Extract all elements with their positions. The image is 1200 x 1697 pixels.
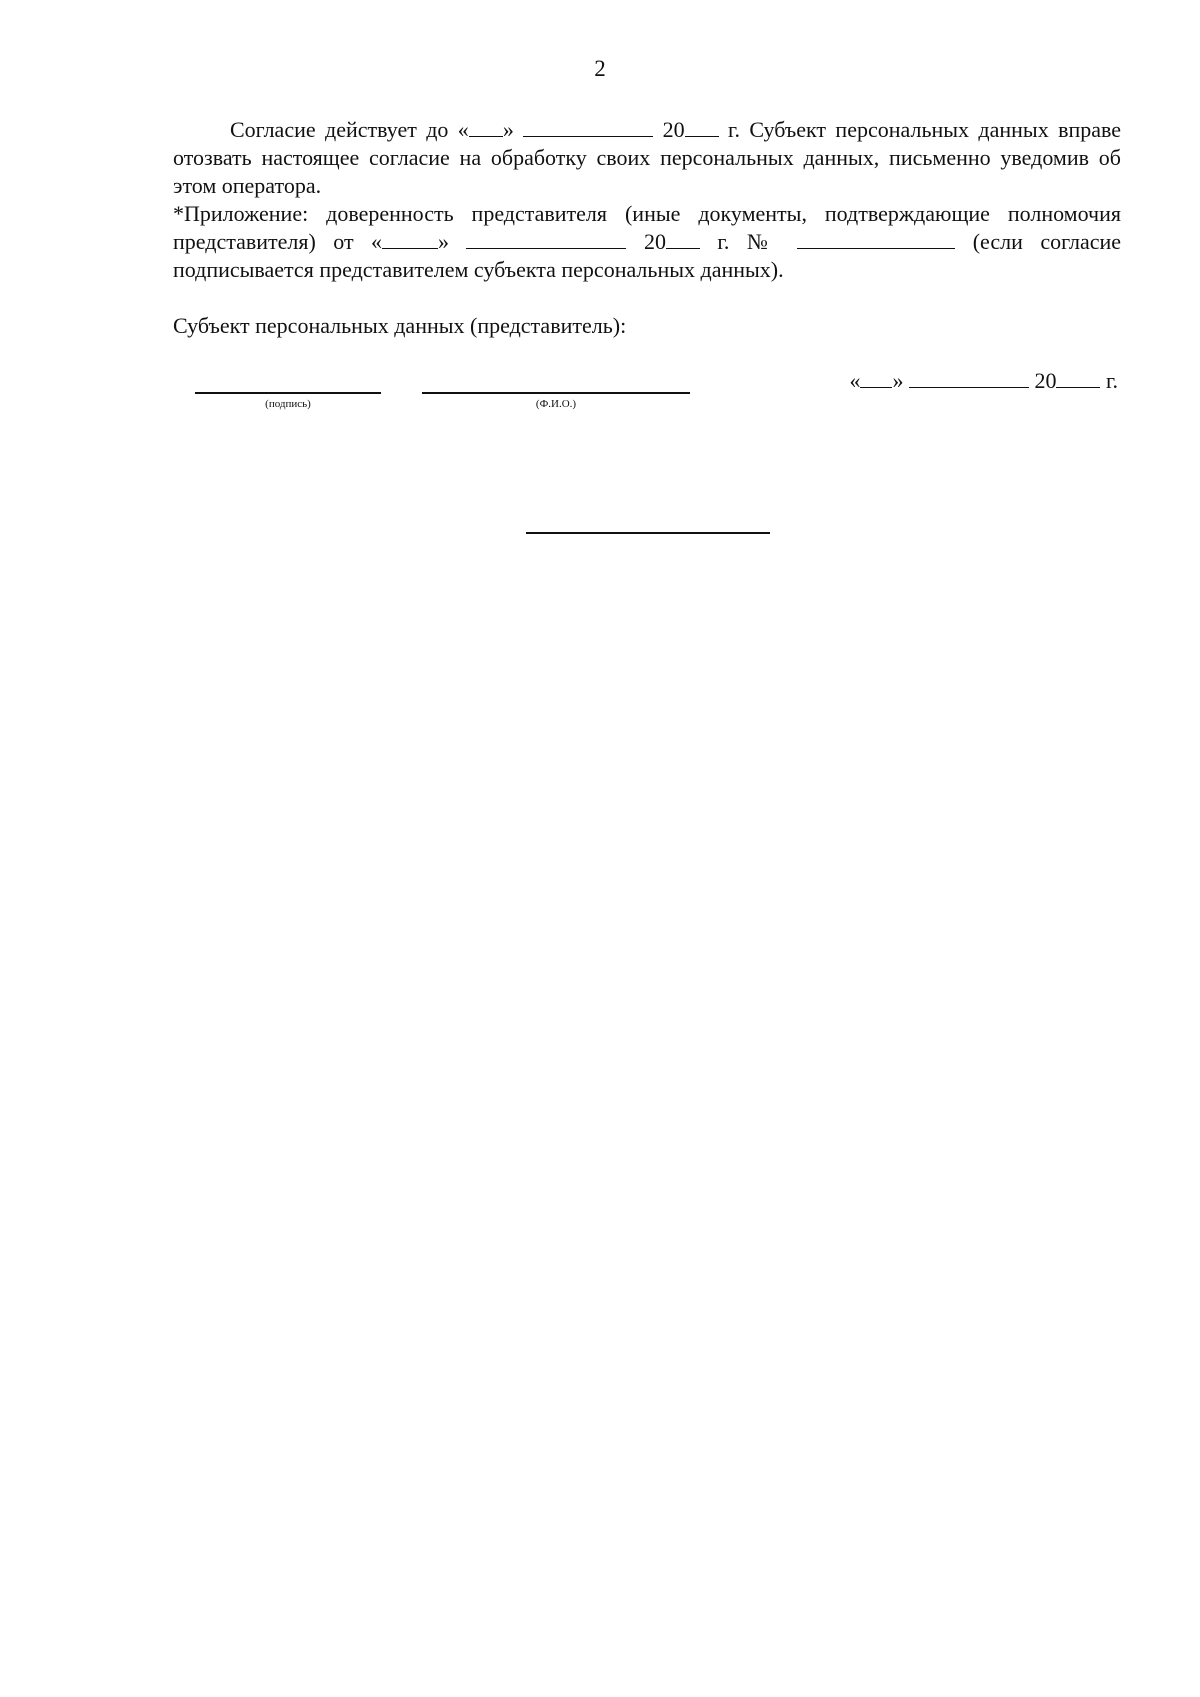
- full-name-line: [422, 392, 690, 394]
- attachment-year-prefix: 20: [643, 229, 666, 254]
- full-name-caption: (Ф.И.О.): [535, 398, 577, 410]
- consent-paragraph: [173, 116, 1121, 200]
- consent-month-blank: [523, 118, 653, 137]
- attachment-text-end: (если согласие подписывается представителем субъекта персональных данных).: [173, 229, 1122, 282]
- attachment-year-blank: [666, 230, 700, 249]
- date-day-blank: [860, 367, 892, 388]
- date-year-blank: [1056, 367, 1100, 388]
- consent-quote-close: »: [502, 117, 514, 142]
- end-of-document-rule: [526, 532, 770, 534]
- consent-text-end: г. Субъект персональных данных вправе отозвать настоящее согласие на обработку своих персональных данных, письменно уведомив об этом оператора.: [173, 117, 1122, 198]
- date-suffix: г.: [1105, 368, 1118, 393]
- attachment-text-start: *Приложение: доверенность представителя (иные документы, подтверждающие полномочия представителя) от «: [173, 201, 1121, 254]
- consent-year-blank: [685, 118, 719, 137]
- attachment-number-blank: [797, 230, 955, 249]
- document-body: [173, 116, 1121, 340]
- date-quote-open: «: [849, 368, 861, 393]
- consent-day-blank: [469, 118, 503, 137]
- consent-text-start: Согласие действует до «: [230, 117, 469, 142]
- attachment-day-blank: [382, 230, 438, 249]
- date-quote-close: »: [892, 368, 904, 393]
- attachment-quote-close: »: [438, 229, 450, 254]
- date-year-prefix: 20: [1034, 368, 1057, 393]
- subject-label: Субъект персональных данных (представитель):: [173, 313, 627, 338]
- signature-caption: (подпись): [265, 398, 311, 410]
- signature-line: [195, 392, 381, 394]
- page-number: 2: [594, 56, 606, 81]
- signature-date: [849, 367, 1118, 394]
- attachment-paragraph: [173, 200, 1121, 284]
- consent-year-prefix: 20: [662, 117, 685, 142]
- attachment-month-blank: [466, 230, 626, 249]
- date-month-blank: [909, 367, 1029, 388]
- attachment-number-label: г. №: [717, 229, 780, 254]
